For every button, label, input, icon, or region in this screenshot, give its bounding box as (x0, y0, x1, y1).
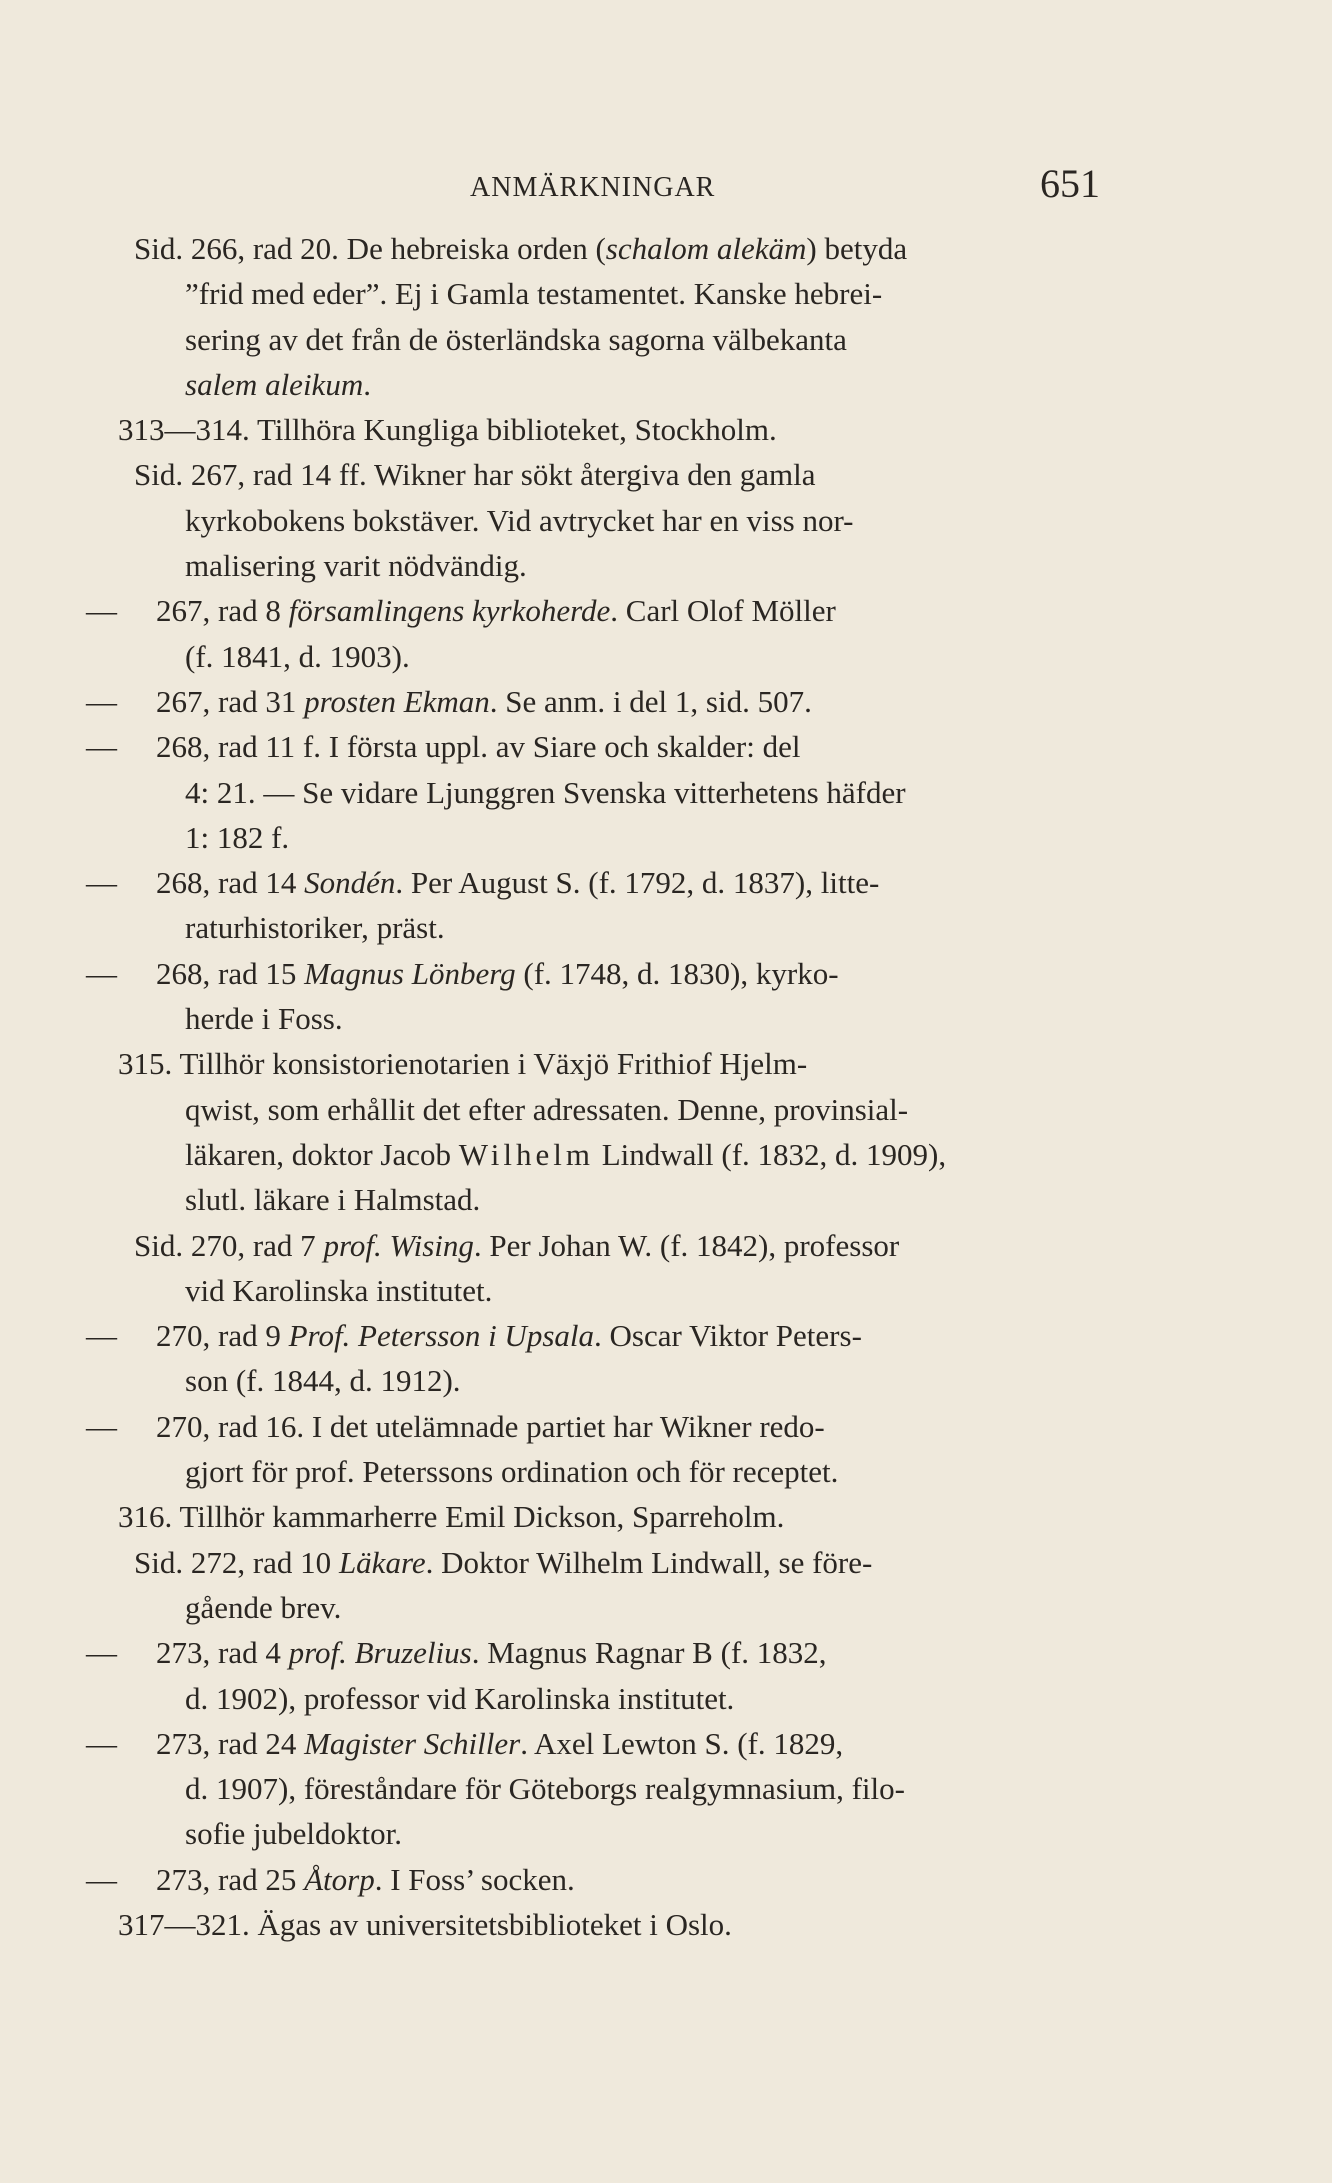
text-segment: Sid. 270, rad 7 (134, 1227, 324, 1263)
text-segment: . Magnus Ragnar B (f. 1832, (471, 1635, 827, 1671)
text-segment: 313—314. Tillhöra Kungliga biblioteket, Stockholm. (118, 412, 777, 448)
text-line (0, 317, 1332, 362)
text-line (0, 362, 1332, 407)
text-segment: ) betyda (806, 231, 908, 266)
text-segment: malisering varit nödvändig. (185, 548, 527, 584)
text-segment: Sid. 267, rad 14 ff. Wikner har sökt återgiva den gamla (134, 457, 816, 493)
text-segment: läkaren, doktor Jacob (185, 1136, 459, 1172)
text-segment: 317—321. Ägas av universitetsbiblioteket i Oslo. (118, 1906, 732, 1942)
text-segment: 273, rad 25 (156, 1861, 305, 1897)
text-segment: sofie jubeldoktor. (185, 1816, 402, 1852)
text-segment: . Se anm. i del 1, sid. 507. (489, 683, 812, 719)
text-segment: 267, rad 31 (156, 683, 305, 719)
italic-text: Läkare (338, 1544, 426, 1580)
text-line (0, 1540, 1332, 1585)
italic-text: Åtorp (304, 1861, 375, 1897)
text-segment: d. 1907), föreståndare för Göteborgs realgymnasium, filo- (185, 1771, 905, 1807)
text-segment: son (f. 1844, d. 1912). (185, 1363, 461, 1399)
text-line (0, 1268, 1332, 1313)
text-line (0, 1630, 1332, 1675)
text-line (0, 1041, 1332, 1086)
text-segment: raturhistoriker, präst. (185, 910, 445, 946)
text-segment: 4: 21. — Se vidare Ljunggren Svenska vitterhetens häfder (185, 774, 906, 810)
text-line (0, 1132, 1332, 1177)
dash-mark: — (86, 865, 117, 901)
text-line (0, 1177, 1332, 1222)
dash-mark: — (86, 593, 117, 629)
text-segment: . Axel Lewton S. (f. 1829, (520, 1725, 844, 1761)
text-segment: ”frid med eder”. Ej i Gamla testamentet. Kanske hebrei- (185, 276, 883, 312)
text-segment: vid Karolinska institutet. (185, 1272, 493, 1308)
text-segment: Sid. 266, rad 20. De hebreiska orden ( (134, 231, 606, 266)
text-segment: . (363, 366, 371, 402)
dash-mark: — (86, 1408, 117, 1444)
text-segment: 273, rad 4 (156, 1635, 289, 1671)
text-segment: 267, rad 8 (156, 593, 289, 629)
running-title: ANMÄRKNINGAR (470, 172, 716, 203)
dash-mark: — (86, 1318, 117, 1354)
page-number: 651 (1040, 161, 1100, 206)
text-line (0, 1585, 1332, 1630)
text-segment: sering av det från de österländska sagorna välbekanta (185, 321, 847, 357)
text-segment: . Per Johan W. (f. 1842), professor (473, 1227, 900, 1263)
text-segment: Wilhelm (458, 1136, 594, 1172)
text-segment: gående brev. (185, 1589, 342, 1625)
notes-body (0, 226, 1332, 1947)
text-segment: Lindwall (f. 1832, d. 1909), (593, 1136, 947, 1172)
text-segment: 270, rad 16. I det utelämnade partiet har Wikner redo- (156, 1408, 825, 1444)
text-segment: herde i Foss. (185, 1001, 343, 1037)
text-line (0, 1721, 1332, 1766)
text-segment: 268, rad 14 (156, 865, 305, 901)
running-header (0, 160, 1332, 220)
text-line (0, 1223, 1332, 1268)
text-line (0, 452, 1332, 497)
italic-text: Sondén (304, 865, 396, 901)
text-line (0, 770, 1332, 815)
text-segment: gjort för prof. Peterssons ordination och för receptet. (185, 1454, 839, 1490)
dash-mark: — (86, 1635, 117, 1671)
italic-text: prof. Bruzelius (288, 1635, 472, 1671)
text-line (0, 1902, 1332, 1947)
dash-mark: — (86, 1725, 117, 1761)
text-line (0, 860, 1332, 905)
text-segment: (f. 1841, d. 1903). (185, 638, 410, 674)
dash-mark: — (86, 683, 117, 719)
text-segment: . I Foss’ socken. (374, 1861, 575, 1897)
text-line (0, 679, 1332, 724)
text-line (0, 1449, 1332, 1494)
text-line (0, 951, 1332, 996)
text-segment: 273, rad 24 (156, 1725, 305, 1761)
text-line (0, 1313, 1332, 1358)
text-line (0, 1087, 1332, 1132)
italic-text: prosten Ekman (304, 683, 490, 719)
text-line (0, 543, 1332, 588)
text-line (0, 498, 1332, 543)
dash-mark: — (86, 729, 117, 765)
text-line (0, 271, 1332, 316)
italic-text: Prof. Petersson i Upsala (288, 1318, 594, 1354)
text-line (0, 724, 1332, 769)
text-segment: Sid. 272, rad 10 (134, 1544, 339, 1580)
italic-text: prof. Wising (323, 1227, 474, 1263)
text-segment: . Per August S. (f. 1792, d. 1837), litte- (395, 865, 880, 901)
text-line (0, 1766, 1332, 1811)
text-line (0, 1857, 1332, 1902)
text-line (0, 996, 1332, 1041)
italic-text: Magister Schiller (304, 1725, 521, 1761)
text-segment: 315. Tillhör konsistorienotarien i Växjö Frithiof Hjelm- (118, 1046, 808, 1082)
text-line (0, 815, 1332, 860)
text-segment: . Carl Olof Möller (610, 593, 836, 629)
text-segment: d. 1902), professor vid Karolinska institutet. (185, 1680, 735, 1716)
text-line (0, 634, 1332, 679)
text-segment: kyrkobokens bokstäver. Vid avtrycket har en viss nor- (185, 502, 854, 538)
text-line (0, 588, 1332, 633)
text-line (0, 1494, 1332, 1539)
dash-mark: — (86, 1861, 117, 1897)
text-segment: qwist, som erhållit det efter adressaten. Denne, provinsial- (185, 1091, 909, 1127)
text-line (0, 1404, 1332, 1449)
text-line (0, 905, 1332, 950)
text-segment: 268, rad 11 f. I första uppl. av Siare och skalder: del (156, 729, 801, 765)
text-segment: 268, rad 15 (156, 955, 305, 991)
italic-text: Magnus Lönberg (304, 955, 516, 991)
text-segment: 316. Tillhör kammarherre Emil Dickson, Sparreholm. (118, 1499, 785, 1535)
text-segment: . Oscar Viktor Peters- (594, 1318, 862, 1354)
italic-text: salem aleikum (185, 366, 364, 402)
text-segment: (f. 1748, d. 1830), kyrko- (515, 955, 839, 991)
text-line (0, 1811, 1332, 1856)
text-segment: slutl. läkare i Halmstad. (185, 1182, 481, 1218)
text-segment: 1: 182 f. (185, 819, 290, 855)
text-segment: 270, rad 9 (156, 1318, 289, 1354)
dash-mark: — (86, 955, 117, 991)
text-line (0, 1676, 1332, 1721)
text-line (0, 407, 1332, 452)
text-segment: . Doktor Wilhelm Lindwall, se före- (425, 1544, 873, 1580)
italic-text: församlingens kyrkoherde (288, 593, 611, 629)
text-line (0, 1358, 1332, 1403)
italic-text: schalom alekäm (605, 231, 807, 266)
text-line (0, 226, 1332, 271)
